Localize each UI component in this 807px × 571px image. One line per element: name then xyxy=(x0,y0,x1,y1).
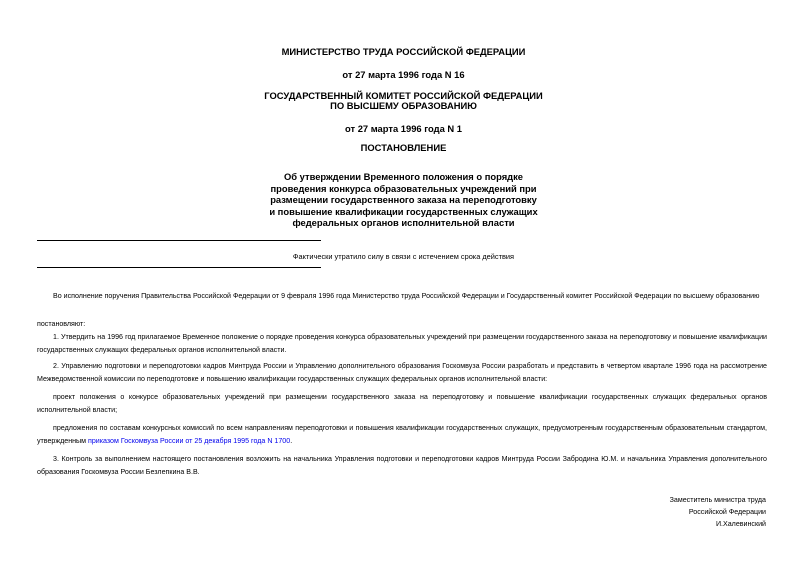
ministry-date: от 27 марта 1996 года N 16 xyxy=(342,69,465,80)
item-3-paragraph: 3. Контроль за выполнением настоящего постановления возложить на начальника Управления подготовки и переподготовки кадров Минтруда России Забродина Ю.М. и начальника Управления дополнительного образования Госкомвуза России Безлепкина В.В. xyxy=(37,455,767,476)
item-2b-text: предложения по составам конкурсных комиссий по всем направлениям переподготовки и повышения квалификации государственных служащих, предусмотренным государственным образовательным стандартом, утвержденным xyxy=(37,424,767,445)
signature-position-line1: Заместитель министра труда xyxy=(669,496,766,504)
title-line1: Об утверждении Временного положения о порядке xyxy=(283,171,524,182)
title-line4: и повышение квалификации государственных служащих xyxy=(269,205,538,217)
item-1-paragraph: 1. Утвердить на 1996 год прилагаемое Временное положение о порядке проведения конкурса образовательных учреждений при размещении государственного заказа на переподготовку и повышение квалификации государственных служащих федеральных органов исполнительной власти. xyxy=(37,333,767,354)
title-line5: федеральных органов исполнительной власти xyxy=(292,217,515,228)
ministry-heading: МИНИСТЕРСТВО ТРУДА РОССИЙСКОЙ ФЕДЕРАЦИИ xyxy=(281,46,526,57)
signature-name: И.Халевинский xyxy=(715,520,766,528)
title-line3: размещении государственного заказа на переподготовку xyxy=(270,194,537,205)
item-2a-paragraph: проект положения о конкурсе образовательных учреждений при размещении государственного заказа на переподготовку и повышение квалификации государственных служащих федеральных органов исполнительной власти; xyxy=(37,393,767,414)
committee-heading-line2: ПО ВЫСШЕМУ ОБРАЗОВАНИЮ xyxy=(330,100,477,111)
status-note: Фактически утратило силу в связи с истечением срока действия xyxy=(292,252,515,261)
committee-date: от 27 марта 1996 года N 1 xyxy=(345,123,462,134)
order-reference-link[interactable]: приказом Госкомвуза России от 25 декабря 1995 года N 1700 xyxy=(88,437,291,445)
item-2-paragraph: 2. Управлению подготовки и переподготовки кадров Минтруда России и Управлению дополнительного образования Госкомвуза России разработать и представить в четвертом квартале 1996 года на рассмотрение Межведомственной комиссии по переподготовке и повышению квалификации государственных служащих федеральных органов исполнительной власти: xyxy=(37,362,767,383)
item-2b-paragraph xyxy=(37,422,767,448)
title-line2: проведения конкурса образовательных учреждений при xyxy=(270,182,537,194)
committee-heading-line1: ГОСУДАРСТВЕННЫЙ КОМИТЕТ РОССИЙСКОЙ ФЕДЕРАЦИИ xyxy=(264,90,543,101)
preamble-paragraph: Во исполнение поручения Правительства Российской Федерации от 9 февраля 1996 года Министерство труда Российской Федерации и Государственный комитет Российской Федерации по высшему образованию xyxy=(53,292,760,300)
resolves-text: постановляют: xyxy=(37,320,86,328)
item-2b-end: . xyxy=(290,437,293,445)
divider-bottom xyxy=(37,267,321,268)
document-type: ПОСТАНОВЛЕНИЕ xyxy=(360,142,447,153)
divider-top xyxy=(37,240,321,241)
signature-position-line2: Российской Федерации xyxy=(688,508,766,516)
